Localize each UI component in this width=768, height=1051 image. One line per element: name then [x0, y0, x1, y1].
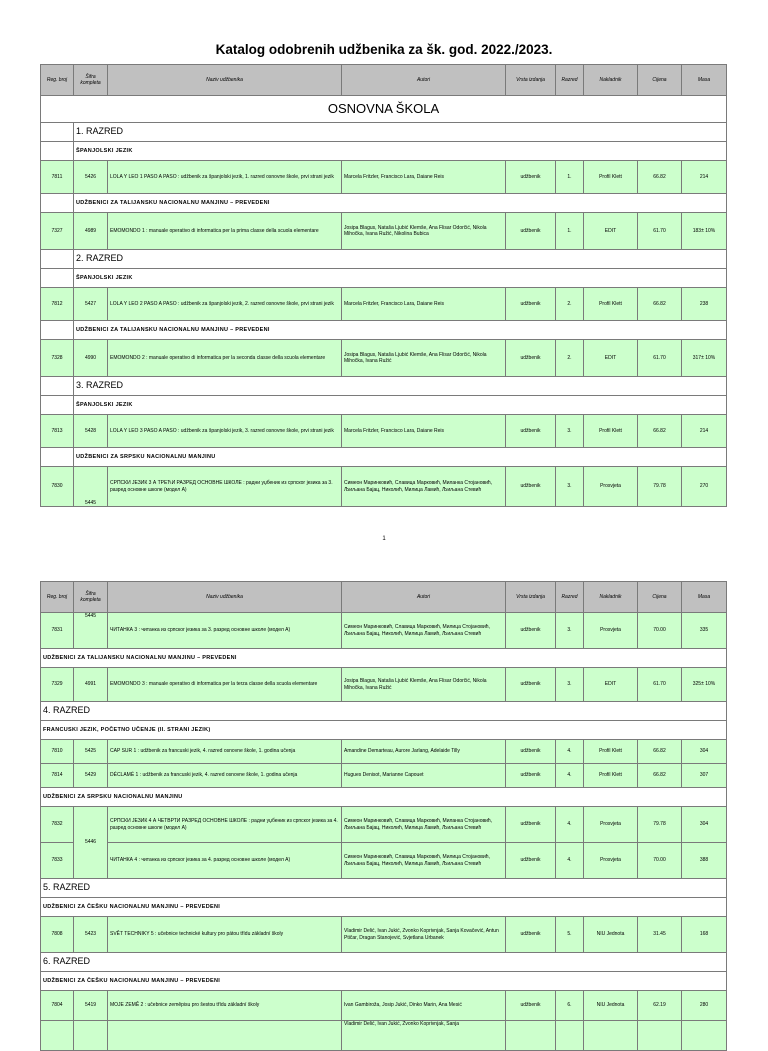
- table-row: 7811 5426 LOLA Y LEO 1 PASO A PASO : udžbenik za španjolski jezik, 1. razred osnovne škole, prvi strani jezik Marcela Fritzler, Francisco Lara, Daiane Reis udžbenik 1. Profil Klett 66.82 214: [41, 161, 727, 194]
- table-row: 7808 5423 SVĚT TECHNIKY 5 : učebnice technické kultury pro pátou třídu základní školy Vladimir Delić, Ivan Jukić, Zvonko Koprivnjak, Sanja Kovačević, Antun Ptičar, Dragan Stanojević, Svjetlana Urbanek udžbenik 5. NIU Jednota 31.45 168: [41, 917, 727, 953]
- table-row: 7832 5446 СРПСКИ ЈЕЗИК 4 А ЧЕТВРТИ РАЗРЕД ОСНОВНЕ ШКОЛЕ : радни уџбеник из српског језика за 4. разред основне школе (модел А) Симеон Маринковић, Славица Марковић, Миланка Стојановић, Љиљана Бајац, Николић, Милица Ламић, Љиљана Стевић udžbenik 4. Prosvjeta 79.78 304: [41, 807, 727, 843]
- subject-heading: UDŽBENICI ZA SRPSKU NACIONALNU MANJINU: [74, 448, 727, 467]
- komplet-cell-clipped: 5445: [74, 467, 108, 507]
- page-number: 1: [382, 536, 386, 542]
- column-header-autori: Autori: [342, 65, 506, 96]
- column-header-reg: Reg. broj: [41, 65, 74, 96]
- column-header-razred: Razred: [556, 582, 584, 613]
- column-header-cijena: Cijena: [638, 582, 682, 613]
- subject-heading: UDŽBENICI ZA SRPSKU NACIONALNU MANJINU: [41, 788, 727, 807]
- column-header-razred: Razred: [556, 65, 584, 96]
- table-row: 7329 4991 EMOMONDO 3 : manuale operativo di informatica per la terza classe della scuola elementare Josipa Blagus, Nataša Ljubić Klemše, Ana Flisar Odorčić, Nikola Mihočka, Ivana Ružić udžbenik 3. EDIT 61.70 325± 10%: [41, 668, 727, 702]
- column-header-nakladnik: Nakladnik: [584, 65, 638, 96]
- grade-heading: 4. RAZRED: [41, 702, 727, 721]
- subject-heading: ŠPANJOLSKI JEZIK: [74, 396, 727, 415]
- table-header-row: [41, 582, 727, 613]
- catalog-page-2: [40, 581, 726, 1027]
- grade-heading: 3. RAZRED: [74, 377, 727, 396]
- grade-heading: 2. RAZRED: [74, 250, 727, 269]
- table-row: 7814 5429 DÉCLAMÉ 1 : udžbenik za francuski jezik, 4. razred osnovne škole, 1. godina učenja Hugues Denisot, Marianne Capouet udžbenik 4. Profil Klett 66.82 307: [41, 764, 727, 788]
- column-header-naziv: Naziv udžbenika: [108, 65, 342, 96]
- subject-heading: ŠPANJOLSKI JEZIK: [74, 142, 727, 161]
- document-title: Katalog odobrenih udžbenika za šk. god. 2022./2023.: [215, 42, 553, 57]
- table-row: 7831 5445 ЧИТАНКА 3 : читанка из српског језика за 3. разред основне школе (модел А) Симеон Маринковић, Славица Марковић, Милица Стојановић, Љиљана Бајац, Николић, Милица Ламић, Љиљана Стевић udžbenik 3. Prosvjeta 70.00 335: [41, 613, 727, 649]
- school-level-heading: OSNOVNA ŠKOLA: [41, 96, 727, 123]
- table-row: 7813 5428 LOLA Y LEO 3 PASO A PASO : udžbenik za španjolski jezik, 3. razred osnovne škole, prvi strani jezik Marcela Fritzler, Francisco Lara, Daiane Reis udžbenik 3. Profil Klett 66.82 214: [41, 415, 727, 448]
- catalog-table-page-1: [40, 64, 727, 507]
- table-row: 7812 5427 LOLA Y LEO 2 PASO A PASO : udžbenik za španjolski jezik, 2. razred osnovne škole, prvi strani jezik Marcela Fritzler, Francisco Lara, Daiane Reis udžbenik 2. Profil Klett 66.82 238: [41, 288, 727, 321]
- column-header-masa: Masa: [682, 582, 727, 613]
- table-header-row: [41, 65, 727, 96]
- table-row: 7810 5425 CAP SUR 1 : udžbenik za francuski jezik, 4. razred osnovne škole, 1. godina učenja Amandine Demarteau, Aurore Jarlang, Adelaide Tilly udžbenik 4. Profil Klett 66.82 304: [41, 740, 727, 764]
- grade-heading: 1. RAZRED: [74, 123, 727, 142]
- table-row-clipped: Vladimir Delić, Ivan Jukić, Zvonko Koprivnjak, Sanja: [41, 1021, 727, 1051]
- subject-heading: UDŽBENICI ZA ČEŠKU NACIONALNU MANJINU – PREVEDENI: [41, 898, 727, 917]
- grade-heading: 6. RAZRED: [41, 953, 727, 972]
- subject-heading: ŠPANJOLSKI JEZIK: [74, 269, 727, 288]
- table-row: 7328 4990 EMOMONDO 2 : manuale operativo di informatica per la seconda classe della scuola elementare Josipa Blagus, Nataša Ljubić Klemše, Ana Flisar Odorčić, Nikola Mihočka, Ivana Ružić udžbenik 2. EDIT 61.70 317± 10%: [41, 340, 727, 377]
- column-header-masa: Masa: [682, 65, 727, 96]
- subject-heading: UDŽBENICI ZA ČEŠKU NACIONALNU MANJINU – PREVEDENI: [41, 972, 727, 991]
- grade-heading: 5. RAZRED: [41, 879, 727, 898]
- table-row: 7830 5445 СРПСКИ ЈЕЗИК 3 А ТРЕЋИ РАЗРЕД ОСНОВНЕ ШКОЛЕ : радни уџбеник из српског језика за 3. разред основне школе (модел А) Симеон Маринковић, Славица Марковић, Миланка Стојановић, Љиљана Бајац, Николић, Милица Ламић, Љиљана Стевић udžbenik 3. Prosvjeta 79.78 270: [41, 467, 727, 507]
- subject-heading: UDŽBENICI ZA TALIJANSKU NACIONALNU MANJINU – PREVEDENI: [74, 321, 727, 340]
- column-header-vrsta: Vrsta izdanja: [506, 65, 556, 96]
- column-header-komplet: Šifra kompleta: [74, 65, 108, 96]
- table-row: 7327 4989 EMOMONDO 1 : manuale operativo di informatica per la prima classe della scuola elementare Josipa Blagus, Nataša Ljubić Klemše, Ana Flisar Odorčić, Nikola Mihočka, Ivana Ružić, Nikolina Bubica udžbenik 1. EDIT 61.70 183± 10%: [41, 213, 727, 250]
- catalog-table-page-2: [40, 581, 727, 1051]
- column-header-komplet: Šifra kompleta: [74, 582, 108, 613]
- komplet-cell-clipped: 5445: [74, 613, 108, 649]
- column-header-vrsta: Vrsta izdanja: [506, 582, 556, 613]
- column-header-reg: Reg. broj: [41, 582, 74, 613]
- column-header-autori: Autori: [342, 582, 506, 613]
- komplet-cell: 5446: [74, 807, 108, 879]
- table-row: 7833 ЧИТАНКА 4 : читанка из српског језика за 4. разред основне школе (модел А) Симеон Маринковић, Славица Марковић, Милица Стојановић, Љиљана Бајац, Николић, Милица Ламић, Љиљана Стевић udžbenik 4. Prosvjeta 70.00 388: [41, 843, 727, 879]
- catalog-page-1: [40, 64, 726, 506]
- column-header-cijena: Cijena: [638, 65, 682, 96]
- subject-heading: UDŽBENICI ZA TALIJANSKU NACIONALNU MANJINU – PREVEDENI: [41, 649, 727, 668]
- column-header-nakladnik: Nakladnik: [584, 582, 638, 613]
- column-header-naziv: Naziv udžbenika: [108, 582, 342, 613]
- subject-heading: UDŽBENICI ZA TALIJANSKU NACIONALNU MANJINU – PREVEDENI: [74, 194, 727, 213]
- subject-heading: FRANCUSKI JEZIK, POČETNO UČENJE (II. STRANI JEZIK): [41, 721, 727, 740]
- table-row: 7804 5419 MOJE ZEMĚ 2 : učebnice zeměpisu pro šestou třídu základní školy Ivan Gambiroža, Josip Jukić, Dinko Marin, Ana Mesić udžbenik 6. NIU Jednota 62.19 280: [41, 991, 727, 1021]
